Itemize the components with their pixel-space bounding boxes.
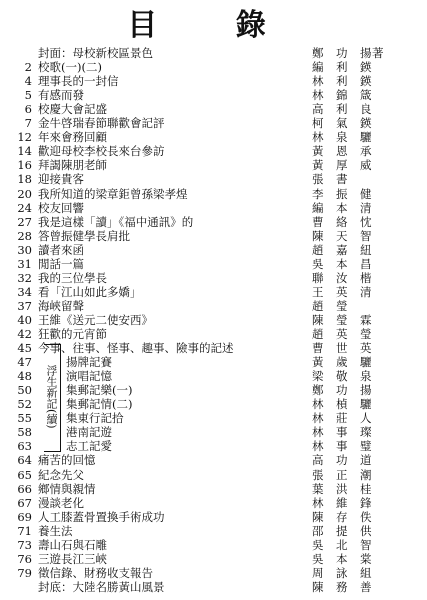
- toc-author: 曹 世 英: [312, 341, 372, 356]
- toc-row: [0, 313, 427, 327]
- toc-page-number: 76: [17, 551, 32, 566]
- toc-row: [0, 552, 427, 566]
- toc-page-number: 37: [17, 298, 32, 313]
- toc-author: 曹 絡 忱: [312, 214, 372, 229]
- toc-row: [0, 130, 427, 144]
- toc-title: 看「江山如此多嬌」: [38, 284, 142, 299]
- toc-title: 漫談老化: [38, 495, 84, 510]
- toc-author: 編 本 清: [312, 200, 372, 215]
- toc-author: 林 利 鍈: [312, 74, 372, 89]
- toc-title: 人工膝蓋骨置換手術成功: [38, 509, 165, 524]
- toc-title: 我所知道的梁章鉅曾孫梁孝煌: [38, 186, 188, 201]
- toc-page-number: 20: [17, 186, 32, 201]
- toc-row: [0, 74, 427, 88]
- toc-title: 狂歡的元宵節: [38, 327, 107, 341]
- toc-row: [0, 229, 427, 243]
- toc-page-number: 16: [17, 158, 32, 173]
- toc-page-number: 7: [24, 116, 32, 131]
- toc-page-number: 28: [17, 228, 32, 243]
- toc-author: 趙 英 瑩: [312, 327, 372, 341]
- toc-author: 周 詠 組: [312, 565, 372, 580]
- toc-author: 趙 嘉 紐: [312, 242, 372, 257]
- toc-page-number: 65: [17, 467, 32, 482]
- toc-author: 高 利 良: [312, 102, 372, 117]
- toc-row: [0, 411, 427, 425]
- toc-author: 李 振 健: [312, 186, 372, 201]
- toc-row: [0, 215, 427, 229]
- toc-row: [0, 439, 427, 453]
- toc-title: 理事長的一封信: [38, 74, 119, 89]
- toc-title: 封底：大陸名勝黃山風景: [38, 579, 165, 594]
- toc-row: [0, 510, 427, 524]
- toc-author: 吳 本 棠: [312, 551, 372, 566]
- toc-row: [0, 566, 427, 580]
- toc-author: 編 利 鍈: [312, 60, 372, 75]
- toc-author: 張 正 潮: [312, 467, 372, 482]
- toc-title: 今事、往事、怪事、趣事、險事的記述: [38, 341, 234, 356]
- toc-title: 歡迎母校李校長來台參訪: [38, 144, 165, 159]
- toc-title: 壽山石與石雕: [38, 537, 107, 552]
- toc-row: [0, 482, 427, 496]
- toc-author: 高 功 道: [312, 453, 372, 468]
- toc-title: 校慶大會記盛: [38, 102, 107, 117]
- toc-author: 王 英 清: [312, 284, 372, 299]
- toc-page-number: 30: [17, 242, 32, 257]
- toc-author: 林 事 璨: [312, 425, 372, 440]
- toc-author: 黃 歲 驪: [312, 355, 372, 370]
- toc-page-number: 18: [17, 172, 32, 187]
- toc-title: 年來會務回顧: [38, 130, 107, 145]
- toc-page-number: 67: [17, 495, 32, 510]
- toc-row: [0, 397, 427, 411]
- toc-author: 陳 務 善: [312, 579, 372, 594]
- toc-row: [0, 425, 427, 439]
- toc-title: 志工記愛: [66, 439, 112, 454]
- toc-author: 梁 敬 泉: [312, 369, 372, 384]
- toc-title: 拜謁陳朋老師: [38, 158, 107, 173]
- toc-author: 張 書: [312, 172, 348, 187]
- toc-page-number: 14: [17, 144, 32, 159]
- toc-page-number: 24: [17, 200, 32, 215]
- toc-page-number: 71: [17, 523, 32, 538]
- toc-page-number: 50: [17, 383, 32, 398]
- toc-author: 林 維 鋒: [312, 495, 372, 510]
- toc-title: 徵信錄、財務收支報告: [38, 565, 153, 580]
- toc-title: 答曾振健學長肩批: [38, 228, 130, 243]
- toc-author: 黃 恩 承: [312, 144, 372, 159]
- toc-page-number: 12: [17, 130, 32, 145]
- toc-author: 葉 洪 桂: [312, 481, 372, 496]
- toc-row: [0, 327, 427, 341]
- toc-row: [0, 116, 427, 130]
- toc-title: 集郵記樂(一): [66, 383, 133, 398]
- toc-title: 有感而發: [38, 88, 84, 103]
- toc-page-number: 34: [17, 284, 32, 299]
- toc-title: 海峽留聲: [38, 298, 84, 313]
- toc-author: 陳 存 佚: [312, 509, 372, 524]
- toc-title: 校歌(一)(二): [38, 60, 102, 75]
- toc-title: 金牛啓瑞春節聯歡會記評: [38, 116, 165, 131]
- toc-page-number: 47: [17, 355, 32, 370]
- toc-author: 趙 瑩: [312, 298, 348, 313]
- toc-row: [0, 88, 427, 102]
- toc-row: [0, 271, 427, 285]
- toc-author: 吳 北 智: [312, 537, 372, 552]
- toc-title: 校友回響: [38, 200, 84, 215]
- toc-page-number: 6: [24, 102, 32, 117]
- toc-page-number: 27: [17, 214, 32, 229]
- toc-row: [0, 285, 427, 299]
- toc-page-number: 2: [24, 60, 32, 75]
- toc-page-number: 32: [17, 270, 32, 285]
- toc-page-number: 69: [17, 509, 32, 524]
- toc-page-number: 31: [17, 256, 32, 271]
- toc-author: 陳 天 智: [312, 228, 372, 243]
- toc-row: [0, 383, 427, 397]
- toc-author: 聯 汝 楷: [312, 270, 372, 285]
- toc-title: 港南記遊: [66, 425, 112, 440]
- toc-page-number: 4: [24, 74, 32, 89]
- toc-row: [0, 524, 427, 538]
- toc-author: 林 事 璧: [312, 439, 372, 454]
- toc-page-number: 64: [17, 453, 32, 468]
- toc-title: 集郵記情(二): [66, 397, 133, 412]
- toc-page-number: 48: [17, 369, 32, 384]
- toc-author: 邵 提 供: [312, 523, 372, 538]
- toc-title: 閒話一篇: [38, 256, 84, 271]
- toc-author: 鄭 功 揚著: [312, 46, 384, 60]
- toc-row: [0, 341, 427, 355]
- toc-row: [0, 496, 427, 510]
- toc-title: 演唱記憶: [66, 369, 112, 384]
- toc-title: 王維《送元二使安西》: [38, 312, 153, 327]
- toc-page-number: 73: [17, 537, 32, 552]
- toc-title: 揚牌記賽: [66, 355, 112, 370]
- toc-author: 陳 瑩 霖: [312, 312, 372, 327]
- toc-page-number: 66: [17, 481, 32, 496]
- toc-title: 痛苦的回憶: [38, 453, 96, 468]
- toc-row: [0, 243, 427, 257]
- toc-author: 柯 氣 鍈: [312, 116, 372, 131]
- toc-title: 三遊長江三峽: [38, 551, 107, 566]
- toc-row: [0, 468, 427, 482]
- toc-list: [0, 46, 427, 594]
- toc-page-number: 5: [24, 88, 32, 103]
- toc-title: 讀者來函: [38, 242, 84, 257]
- toc-row: [0, 201, 427, 215]
- toc-title: 鄉情與親情: [38, 481, 96, 496]
- toc-author: 黃 厚 威: [312, 158, 372, 173]
- toc-page-number: 79: [17, 565, 32, 580]
- toc-page-number: 55: [17, 411, 32, 426]
- toc-row: [0, 299, 427, 313]
- page-title: 目 錄: [127, 8, 300, 43]
- toc-row: [0, 580, 427, 594]
- toc-author: 林 錦 箴: [312, 88, 372, 103]
- toc-author: 吳 本 昌: [312, 256, 372, 271]
- section-bracket-label: 浮生新記(續): [45, 365, 58, 429]
- toc-page-number: 42: [17, 327, 32, 341]
- toc-row: [0, 102, 427, 116]
- toc-title: 我是這樣「讀」《福中通訊》的: [38, 214, 194, 229]
- toc-row: [0, 453, 427, 467]
- toc-row: [0, 144, 427, 158]
- toc-page-number: 63: [17, 439, 32, 454]
- toc-author: 林 泉 驪: [312, 130, 372, 145]
- toc-row: [0, 257, 427, 271]
- toc-row: [0, 369, 427, 383]
- toc-row: [0, 46, 427, 60]
- toc-row: [0, 355, 427, 369]
- toc-page-number: 52: [17, 397, 32, 412]
- toc-row: [0, 60, 427, 74]
- toc-row: [0, 172, 427, 186]
- toc-row: [0, 158, 427, 172]
- toc-title: 養生法: [38, 523, 73, 538]
- toc-page-number: 45: [17, 341, 32, 356]
- toc-author: 林 楨 驪: [312, 397, 372, 412]
- toc-author: 鄭 功 揚: [312, 383, 372, 398]
- toc-row: [0, 538, 427, 552]
- toc-title: 集東行記拾: [66, 411, 124, 426]
- toc-page-number: 40: [17, 312, 32, 327]
- toc-title: 迎接貴客: [38, 172, 84, 187]
- toc-author: 林 莊 人: [312, 411, 372, 426]
- toc-title: 我的三位學長: [38, 270, 107, 285]
- toc-title: 封面：母校新校區景色: [38, 46, 153, 60]
- toc-title: 紀念先父: [38, 467, 84, 482]
- toc-page-number: 58: [17, 425, 32, 440]
- toc-row: [0, 187, 427, 201]
